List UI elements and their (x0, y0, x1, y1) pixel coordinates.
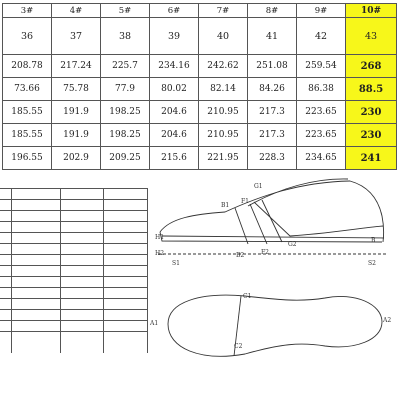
grid-line (0, 243, 148, 244)
label-g2: G2 (288, 241, 297, 248)
table-row (3, 147, 397, 170)
grid-line (0, 210, 148, 211)
table-row (3, 18, 397, 55)
table-cell: 38 (101, 18, 150, 55)
table-cell: 191.9 (52, 124, 101, 147)
label-g1: G1 (254, 183, 263, 190)
shoe-side-view-drawing (150, 176, 394, 270)
table-cell: 185.55 (3, 101, 52, 124)
size-header-cell: 5# (101, 4, 150, 18)
table-cell: 242.62 (199, 55, 248, 78)
table-cell: 82.14 (199, 78, 248, 101)
table-cell: 210.95 (199, 101, 248, 124)
table-cell: 217.3 (248, 124, 297, 147)
size-header-cell: 9# (297, 4, 346, 18)
table-cell: 73.66 (3, 78, 52, 101)
table-cell: 36 (3, 18, 52, 55)
table-cell: 196.55 (3, 147, 52, 170)
grid-line (0, 287, 148, 288)
grid-line (0, 188, 148, 189)
table-cell: 209.25 (101, 147, 150, 170)
label-b1: B1 (221, 202, 230, 209)
label-b: B (371, 237, 376, 244)
label-c2: C2 (234, 343, 243, 350)
table-cell: 215.6 (150, 147, 199, 170)
grid-line (147, 188, 148, 353)
shoe-vamp-line (254, 202, 383, 236)
label-a1: A1 (150, 320, 159, 327)
table-row (3, 55, 397, 78)
table-cell-highlighted: 43 (346, 18, 397, 55)
table-cell: 217.24 (52, 55, 101, 78)
size-header-cell: 4# (52, 4, 101, 18)
blank-grid (0, 188, 148, 353)
table-cell-highlighted: 241 (346, 147, 397, 170)
table-cell: 84.26 (248, 78, 297, 101)
grid-line (0, 232, 148, 233)
grid-line (0, 276, 148, 277)
table-cell-highlighted: 230 (346, 124, 397, 147)
table-cell: 210.95 (199, 124, 248, 147)
grid-line (0, 298, 148, 299)
table-cell: 40 (199, 18, 248, 55)
table-cell: 198.25 (101, 124, 150, 147)
table-cell: 77.9 (101, 78, 150, 101)
size-table (2, 3, 397, 170)
table-cell: 41 (248, 18, 297, 55)
table-cell: 234.65 (297, 147, 346, 170)
table-cell: 221.95 (199, 147, 248, 170)
table-row (3, 78, 397, 101)
size-header-row (3, 4, 397, 18)
table-cell: 42 (297, 18, 346, 55)
table-cell: 75.78 (52, 78, 101, 101)
sole-outline (168, 295, 382, 356)
grid-line (0, 254, 148, 255)
label-c1: C1 (243, 293, 252, 300)
table-cell: 191.9 (52, 101, 101, 124)
sole-outline-drawing (150, 282, 394, 366)
table-cell: 217.3 (248, 101, 297, 124)
table-cell: 223.65 (297, 124, 346, 147)
size-header-cell: 7# (199, 4, 248, 18)
shoe-upper-outline (160, 181, 384, 242)
table-cell: 259.54 (297, 55, 346, 78)
grid-line (0, 331, 148, 332)
label-s1: S1 (172, 260, 180, 267)
table-cell: 225.7 (101, 55, 150, 78)
grid-line (0, 199, 148, 200)
label-f2: F2 (261, 249, 269, 256)
size-header-cell-highlighted: 10# (346, 4, 397, 18)
shoe-panel-line (262, 200, 282, 242)
table-cell-highlighted: 230 (346, 101, 397, 124)
size-header-cell: 8# (248, 4, 297, 18)
table-cell: 204.6 (150, 101, 199, 124)
table-row (3, 101, 397, 124)
grid-line (0, 309, 148, 310)
table-cell-highlighted: 268 (346, 55, 397, 78)
label-b2: B2 (236, 252, 245, 259)
table-cell: 208.78 (3, 55, 52, 78)
label-h2: H2 (155, 250, 165, 257)
grid-line (0, 320, 148, 321)
table-cell: 37 (52, 18, 101, 55)
table-cell: 234.16 (150, 55, 199, 78)
table-cell: 223.65 (297, 101, 346, 124)
table-cell: 251.08 (248, 55, 297, 78)
grid-line (0, 221, 148, 222)
table-cell: 204.6 (150, 124, 199, 147)
label-h1: H1 (155, 234, 165, 241)
size-header-cell: 3# (3, 4, 52, 18)
grid-line (11, 188, 12, 353)
table-cell: 86.38 (297, 78, 346, 101)
grid-line (103, 188, 104, 353)
size-header-cell: 6# (150, 4, 199, 18)
label-f1: F1 (241, 198, 249, 205)
table-cell: 39 (150, 18, 199, 55)
table-cell: 185.55 (3, 124, 52, 147)
table-cell: 228.3 (248, 147, 297, 170)
label-a2: A2 (383, 317, 392, 324)
shoe-panel-line (250, 204, 267, 244)
grid-line (60, 188, 61, 353)
table-cell-highlighted: 88.5 (346, 78, 397, 101)
table-cell: 80.02 (150, 78, 199, 101)
shoe-inner-line (162, 236, 384, 238)
table-cell: 198.25 (101, 101, 150, 124)
table-row (3, 124, 397, 147)
table-cell: 202.9 (52, 147, 101, 170)
shoe-panel-line (235, 208, 248, 244)
label-s2: S2 (368, 260, 376, 267)
grid-line (0, 265, 148, 266)
